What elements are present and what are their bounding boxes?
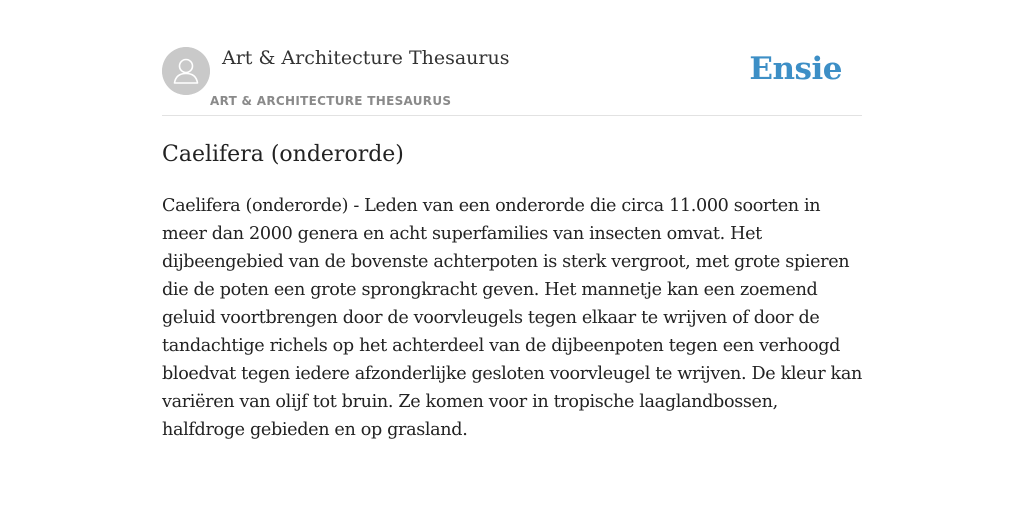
- entry-card: [162, 0, 862, 512]
- brand-logo[interactable]: Ensie: [749, 51, 842, 87]
- source-label[interactable]: ART & ARCHITECTURE THESAURUS: [210, 94, 452, 108]
- entry-body: Caelifera (onderorde) - Leden van een onderorde die circa 11.000 soorten in meer dan 2000 genera en acht superfamilies van insecten omvat. Het dijbeengebied van de bovenste achterpoten is sterk vergroot, met grote spieren die de poten een grote sprongkracht geven. Het mannetje kan een zoemend geluid voortbrengen door de voorvleugels tegen elkaar te wrijven of door de tandachtige richels op het achterdeel van de dijbeenpoten tegen een verhoogd bloedvat tegen iedere afzonderlijke gesloten voorvleugel te wrijven. De kleur kan variëren van olijf tot bruin. Ze komen voor in tropische laaglandbossen, halfdroge gebieden en op grasland.: [162, 196, 862, 440]
- author-name[interactable]: Art & Architecture Thesaurus: [222, 47, 510, 69]
- entry-title: Caelifera (onderorde): [162, 142, 404, 167]
- user-avatar-icon[interactable]: [162, 47, 210, 95]
- entry-header: [162, 0, 862, 116]
